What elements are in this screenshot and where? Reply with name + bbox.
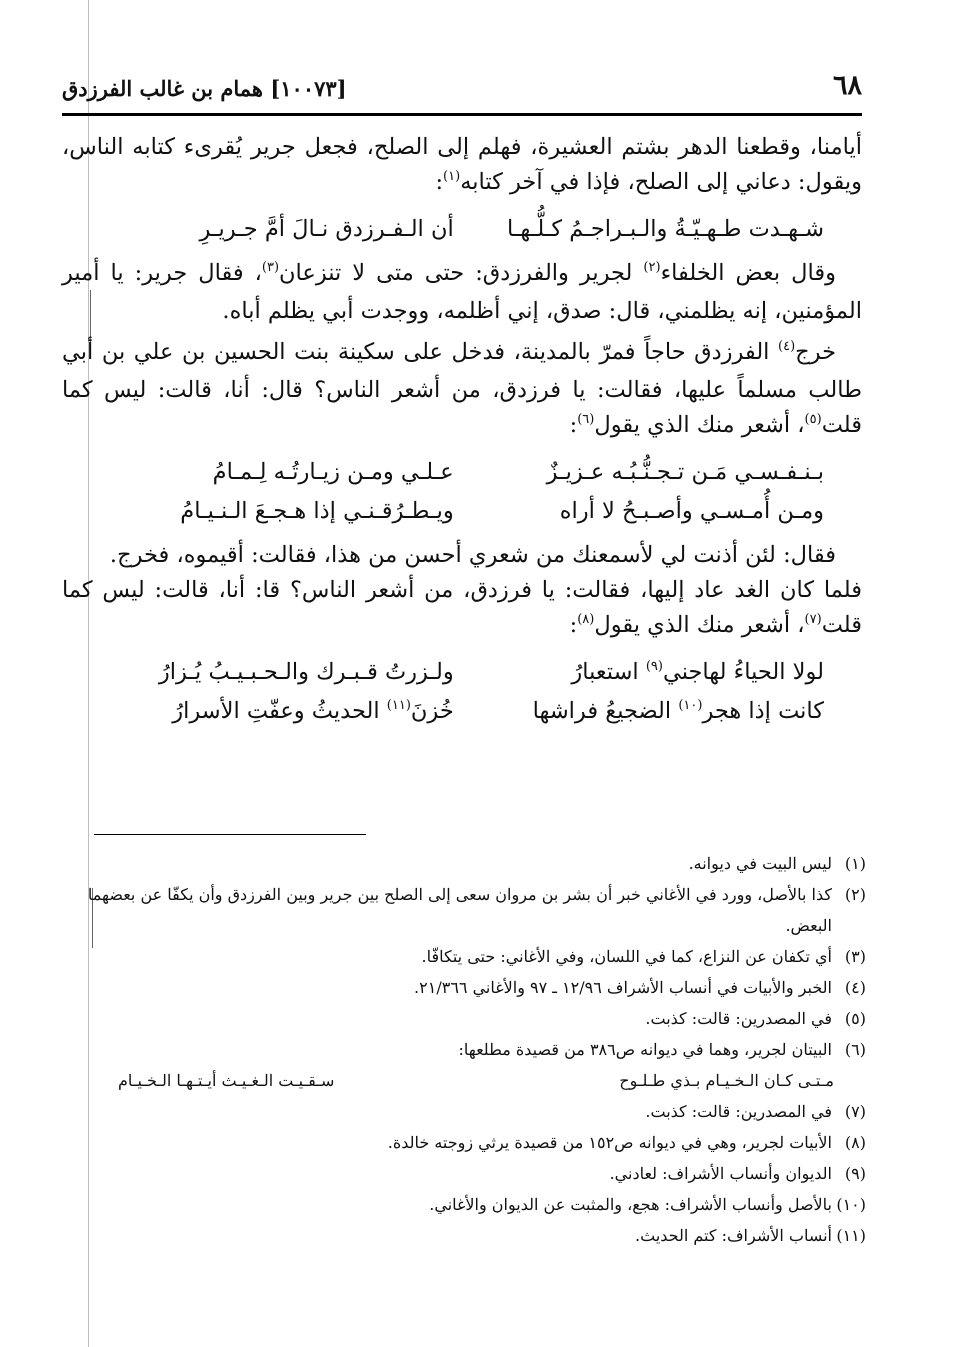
verse-line — [62, 452, 862, 491]
text: كانت إذا هجر — [702, 697, 824, 724]
footnote-ref: (٧) — [804, 612, 822, 627]
footnote-number: (٦) — [844, 1040, 866, 1059]
text: وقال بعض الخلفاء — [660, 260, 836, 286]
header-rule — [62, 113, 862, 116]
verse-line — [62, 209, 862, 248]
footnote-text: كذا بالأصل، وورد في الأغاني خبر أن بشر بن مروان سعى إلى الصلح بين جرير وبين الفرزدق وأن يكفّا عن بعضهما البعض. — [87, 885, 832, 935]
footnote-number: (١١) — [836, 1226, 866, 1245]
footnote-number: (٣) — [844, 947, 866, 966]
footnote — [66, 1003, 866, 1034]
verse-block — [62, 652, 862, 730]
text: الضجيعُ فراشها — [532, 697, 679, 724]
footnote — [66, 1189, 866, 1220]
text: لجرير والفرزدق: حتى متى لا تنزعان — [279, 260, 644, 286]
text: لولا الحياءُ لهاجني — [662, 658, 824, 685]
footnote — [66, 1034, 866, 1065]
footnote-text: أنساب الأشراف: كتم الحديث. — [635, 1226, 832, 1245]
text: الحديثُ وعفّتِ الأسرارُ — [172, 697, 387, 724]
text: خرج — [795, 339, 836, 365]
main-text — [62, 130, 862, 738]
verse-hemistich: ومـن أُمـسـي وأصـبـحُ لا أراه — [559, 497, 824, 524]
paragraph — [62, 538, 862, 573]
text: خُزنَ — [410, 697, 454, 724]
footnote-ref: (٦) — [577, 412, 595, 427]
footnote-number: (٩) — [844, 1164, 866, 1183]
verse-hemistich: ويـطـرُقـنـي إذا هـجـعَ الـنـيـامُ — [180, 497, 454, 524]
footnote-ref: (٤) — [778, 339, 796, 354]
footnote — [66, 941, 866, 972]
footnote — [66, 1220, 866, 1251]
text: استعبارُ — [571, 658, 646, 685]
footnote-number: (١) — [844, 854, 866, 873]
footnote-ref: (٩) — [645, 658, 663, 674]
paragraph — [62, 256, 862, 329]
footnote — [66, 848, 866, 879]
footnote-text: أي تكفان عن النزاع، كما في اللسان، وفي الأغاني: حتى يتكافّا. — [421, 947, 832, 966]
verse-hemistich: بـنـفـسـي مَـن تـجـنُّـبُـه عـزيـزٌ — [546, 458, 824, 485]
footnote — [66, 1096, 866, 1127]
text: : — [569, 412, 578, 438]
text: ، فقال جرير: يا أمير المؤمنين، إنه يظلمني، قال: صدق، إني أظلمه، ووجدت أبي يظلم أباه. — [62, 260, 862, 324]
verse-hemistich: عـلـي ومـن زيـارتُـه لِـمـامُ — [212, 458, 454, 485]
footnote-ref: (١١) — [386, 697, 411, 713]
footnote-ref: (٨) — [577, 612, 595, 627]
footnote-text: البيتان لجرير، وهما في ديوانه ص٣٨٦ من قصيدة مطلعها: — [458, 1040, 832, 1059]
paragraph — [62, 335, 862, 446]
page-header — [62, 62, 862, 114]
footnote-ref: (٢) — [643, 260, 661, 275]
text: فلما كان الغد عاد إليها، فقالت: يا فرزدق، من أشعر الناس؟ قا: أنا، قالت: ليس كما قلت — [62, 577, 862, 638]
verse-block — [62, 452, 862, 530]
verse-hemistich — [482, 698, 824, 724]
verse-hemistich — [482, 659, 824, 685]
text: أيامنا، وقطعنا الدهر بشتم العشيرة، فهلم إلى الصلح، فجعل جرير يُقرىء كتابه الناس، ويقول: دعاني إلى الصلح، فإذا في آخر كتابه — [62, 134, 862, 195]
verse-block — [62, 209, 862, 248]
footnote — [66, 879, 866, 941]
footnote-text: في المصدرين: قالت: كذبت. — [645, 1102, 832, 1121]
text: : — [435, 169, 444, 195]
footnote-text: في المصدرين: قالت: كذبت. — [645, 1009, 832, 1028]
footnote-ref: (١) — [443, 169, 461, 184]
text: ، أشعر منك الذي يقول — [594, 412, 805, 438]
text: ، أشعر منك الذي يقول — [594, 612, 805, 638]
footnote-text: الأبيات لجرير، وهي في ديوانه ص١٥٢ من قصيدة يرثي زوجته خالدة. — [387, 1133, 832, 1152]
verse-hemistich: مـتـى كـان الـخـيـام بـذي طـلـوح — [619, 1071, 834, 1090]
footnote — [66, 1127, 866, 1158]
text: الفرزدق حاجاً فمرّ بالمدينة، فدخل على سكينة بنت الحسين بن علي بن أبي طالب مسلماً عليها، فقالت: يا فرزدق، من أشعر الناس؟ قال: أنا، قالت: ليس كما قلت — [62, 339, 862, 438]
footnote-ref: (٥) — [804, 412, 822, 427]
footnotes — [66, 848, 866, 1251]
verse-line — [62, 691, 862, 730]
footnote-number: (١٠) — [836, 1195, 866, 1214]
verse-hemistich: سـقـيـت الـغـيـث أيـتـهـا الـخـيـام — [118, 1071, 335, 1090]
verse-hemistich: أن الـفـرزدق نـالَ أمَّ جـريـرِ — [199, 215, 454, 242]
verse-hemistich: شـهـدت طـهـيّـةُ والـبـراجـمُ كـلُّـهـا — [506, 215, 824, 242]
page-number: ٦٨ — [832, 70, 862, 101]
footnote — [66, 972, 866, 1003]
verse-hemistich — [112, 698, 454, 724]
footnote-text: ليس البيت في ديوانه. — [688, 854, 832, 873]
footnote-text: بالأصل وأنساب الأشراف: هجع، والمثبت عن الديوان والأغاني. — [429, 1195, 832, 1214]
footnote-ref: (٣) — [261, 260, 280, 275]
footnote-text: الخبر والأبيات في أنساب الأشراف ١٢/٩٦ ـ ٩٧ والأغاني ٢١/٣٦٦. — [414, 978, 832, 997]
footnote-text: الديوان وأنساب الأشراف: لعادني. — [609, 1164, 832, 1183]
footnote-number: (٢) — [844, 885, 866, 904]
running-title: [١٠٠٧٣] همام بن غالب الفرزدق — [62, 76, 347, 101]
paragraph — [62, 573, 862, 646]
text: : — [569, 612, 578, 638]
paragraph — [62, 130, 862, 203]
text: فقال: لئن أذنت لي لأسمعنك من شعري أحسن من هذا، فقالت: أقيموه، فخرج. — [109, 542, 836, 568]
footnote-verse — [66, 1065, 866, 1096]
footnote-number: (٥) — [844, 1009, 866, 1028]
verse-line — [62, 491, 862, 530]
footnote-number: (٧) — [844, 1102, 866, 1121]
footnote — [66, 1158, 866, 1189]
footnote-ref: (١٠) — [678, 697, 703, 713]
verse-hemistich: ولـزرتُ قـبـرك والـحـبـيـبُ يُـزارُ — [158, 658, 454, 685]
footnote-number: (٤) — [844, 978, 866, 997]
footnote-rule — [94, 834, 366, 835]
verse-line — [62, 652, 862, 691]
footnote-number: (٨) — [844, 1133, 866, 1152]
